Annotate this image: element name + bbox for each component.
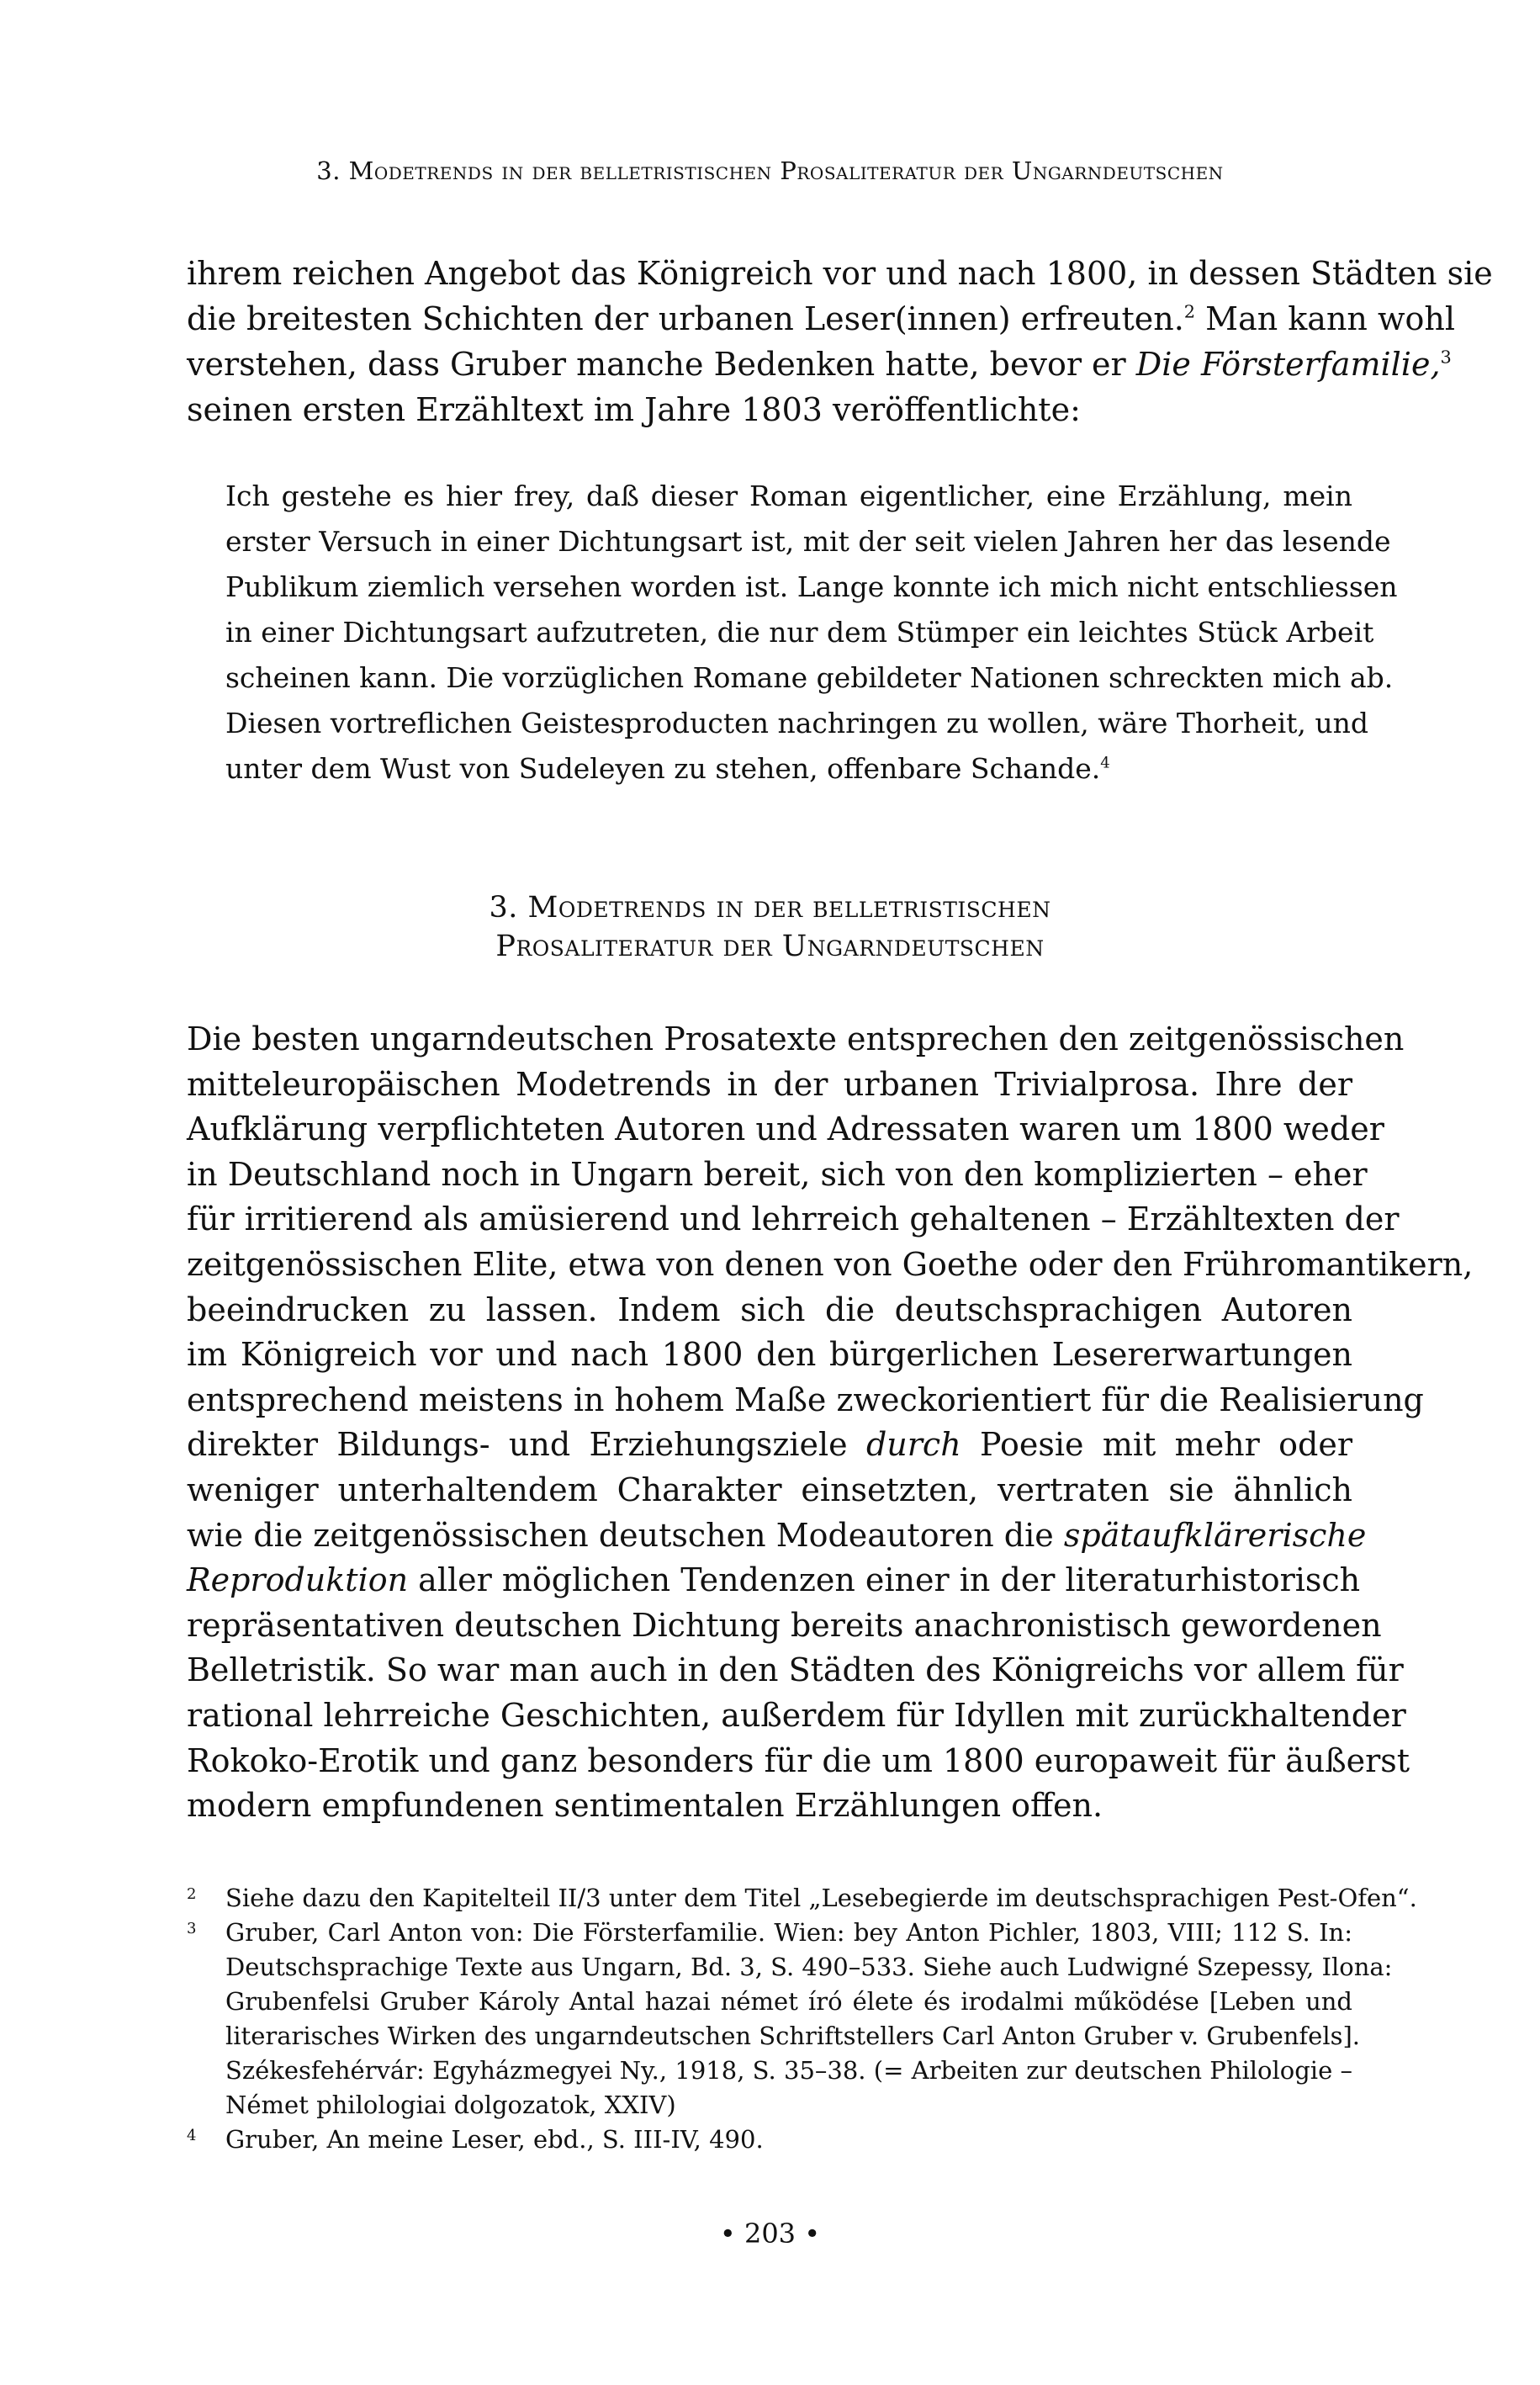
footnote-line: Gruber, An meine Leser, ebd., S. III-IV, 490. — [225, 2125, 764, 2154]
body-line — [187, 1332, 1352, 1377]
footnote-line: Grubenfelsi Gruber Károly Antal hazai német író élete és irodalmi működése [Leben und — [225, 1987, 1352, 2016]
text: die breitesten Schichten der urbanen Leser(innen) erfreuten. — [187, 300, 1184, 337]
section-heading-line-2: Prosaliteratur der Ungarndeutschen — [495, 930, 1045, 963]
text: verstehen, dass Gruber manche Bedenken hatte, bevor er — [187, 346, 1136, 383]
body-line — [187, 1783, 1352, 1828]
text: beeindrucken zu lassen. Indem sich die deutschsprachigen Autoren — [187, 1291, 1352, 1328]
body-line — [187, 1513, 1367, 1558]
body-line — [187, 1152, 1368, 1197]
footnote-number: 2 — [187, 1885, 197, 1903]
footnote-line: Gruber, Carl Anton von: Die Försterfamilie. Wien: bey Anton Pichler, 1803, VIII; 112 S. In: — [225, 1918, 1352, 1947]
footnote-line: Deutschsprachige Texte aus Ungarn, Bd. 3, S. 490–533. Siehe auch Ludwigné Szepessy, Ilona: — [225, 1953, 1393, 1981]
text: Belletristik. So war man auch in den Städten des Königreichs vor allem für — [187, 1651, 1404, 1689]
body-line — [187, 1242, 1474, 1287]
quote-line: Publikum ziemlich versehen worden ist. Lange konnte ich mich nicht entschliessen — [225, 570, 1398, 603]
text: entsprechend meistens in hohem Maße zweckorientiert für die Realisierung — [187, 1381, 1424, 1418]
text: Man kann wohl — [1195, 300, 1456, 337]
text: aller möglichen Tendenzen einer in der literaturhistorisch — [408, 1561, 1361, 1599]
italic-text: durch — [865, 1426, 961, 1464]
text: mitteleuropäischen Modetrends in der urbanen Trivialprosa. Ihre der — [187, 1065, 1352, 1103]
footnote-ref-4[interactable]: 4 — [1100, 754, 1110, 772]
text: wie die zeitgenössischen deutschen Modeautoren die — [187, 1516, 1064, 1554]
running-head: 3. Modetrends in der belletristischen Prosaliteratur der Ungarndeutschen — [316, 156, 1224, 185]
footnote-number: 3 — [187, 1920, 197, 1937]
body-line — [187, 1196, 1400, 1242]
quote-line: Ich gestehe es hier frey, daß dieser Roman eigentlicher, eine Erzählung, mein — [225, 480, 1352, 512]
text: Rokoko-Erotik und ganz besonders für die um 1800 europaweit für äußerst — [187, 1741, 1410, 1779]
quote-line: in einer Dichtungsart aufzutreten, die nur dem Stümper ein leichtes Stück Arbeit — [225, 616, 1374, 649]
body-line — [187, 1647, 1404, 1693]
italic-text: Reproduktion — [187, 1561, 409, 1599]
quote-line: erster Versuch in einer Dichtungsart ist, mit der seit vielen Jahren her das lesende — [225, 525, 1391, 558]
text-line — [187, 342, 1452, 387]
footnote-line: Siehe dazu den Kapitelteil II/3 unter dem Titel „Lesebegierde im deutschsprachigen Pest-Ofen“. — [225, 1884, 1417, 1912]
body-line — [187, 1062, 1352, 1107]
footnote-ref-2[interactable]: 2 — [1183, 301, 1196, 322]
text: weniger unterhaltendem Charakter einsetzten, vertraten sie ähnlich — [187, 1471, 1352, 1508]
body-line — [187, 1016, 1405, 1062]
text-line — [187, 251, 1493, 296]
footnote-line: literarisches Wirken des ungarndeutschen Schriftstellers Carl Anton Gruber v. Grubenfels]. — [225, 2022, 1361, 2050]
body-line — [187, 1422, 1352, 1467]
quote-line: Diesen vortreflichen Geistesproducten nachringen zu wollen, wäre Thorheit, und — [225, 707, 1369, 739]
text: modern empfundenen sentimentalen Erzählungen offen. — [187, 1787, 1103, 1825]
text-line — [187, 387, 1352, 432]
text: zeitgenössischen Elite, etwa von denen von Goethe oder den Frühromantikern, — [187, 1246, 1474, 1283]
text: Poesie mit mehr oder — [961, 1426, 1352, 1464]
body-line — [187, 1738, 1410, 1783]
text: ihrem reichen Angebot das Königreich vor und nach 1800, in dessen Städten sie — [187, 255, 1493, 292]
quote-line: scheinen kann. Die vorzüglichen Romane gebildeter Nationen schreckten mich ab. — [225, 661, 1394, 694]
text: direkter Bildungs- und Erziehungsziele — [187, 1426, 866, 1464]
body-line — [187, 1106, 1384, 1152]
text: unter dem Wust von Sudeleyen zu stehen, offenbare Schande. — [225, 752, 1101, 785]
text: im Königreich vor und nach 1800 den bürgerlichen Lesererwartungen — [187, 1336, 1352, 1374]
text: Die besten ungarndeutschen Prosatexte entsprechen den zeitgenössischen — [187, 1020, 1405, 1057]
text: in Deutschland noch in Ungarn bereit, sich von den komplizierten – eher — [187, 1155, 1368, 1193]
body-line — [187, 1557, 1361, 1603]
footnote-line: Német philologiai dolgozatok, XXIV) — [225, 2091, 676, 2119]
body-line — [187, 1693, 1406, 1738]
page-number: • 203 • — [719, 2218, 821, 2250]
footnote-ref-3[interactable]: 3 — [1440, 347, 1452, 368]
quote-line — [225, 746, 1352, 792]
body-line — [187, 1287, 1352, 1333]
text: seinen ersten Erzähltext im Jahre 1803 veröffentlichte: — [187, 391, 1081, 428]
body-line — [187, 1467, 1352, 1513]
body-line — [187, 1377, 1424, 1423]
text: rational lehrreiche Geschichten, außerdem für Idyllen mit zurückhaltender — [187, 1697, 1406, 1734]
text: Aufklärung verpflichteten Autoren und Adressaten waren um 1800 weder — [187, 1110, 1384, 1148]
section-heading-line-1: 3. Modetrends in der belletristischen — [489, 891, 1051, 925]
text: repräsentativen deutschen Dichtung bereits anachronistisch gewordenen — [187, 1606, 1382, 1644]
body-line — [187, 1603, 1382, 1648]
footnote-line: Székesfehérvár: Egyházmegyei Ny., 1918, S. 35–38. (= Arbeiten zur deutschen Philologie – — [225, 2056, 1352, 2085]
italic-text: spätaufklärerische — [1063, 1516, 1367, 1554]
italic-title: Die Försterfamilie, — [1135, 346, 1441, 383]
footnote-number: 4 — [187, 2127, 197, 2144]
text-line — [187, 296, 1456, 342]
text: für irritierend als amüsierend und lehrreich gehaltenen – Erzähltexten der — [187, 1200, 1400, 1238]
